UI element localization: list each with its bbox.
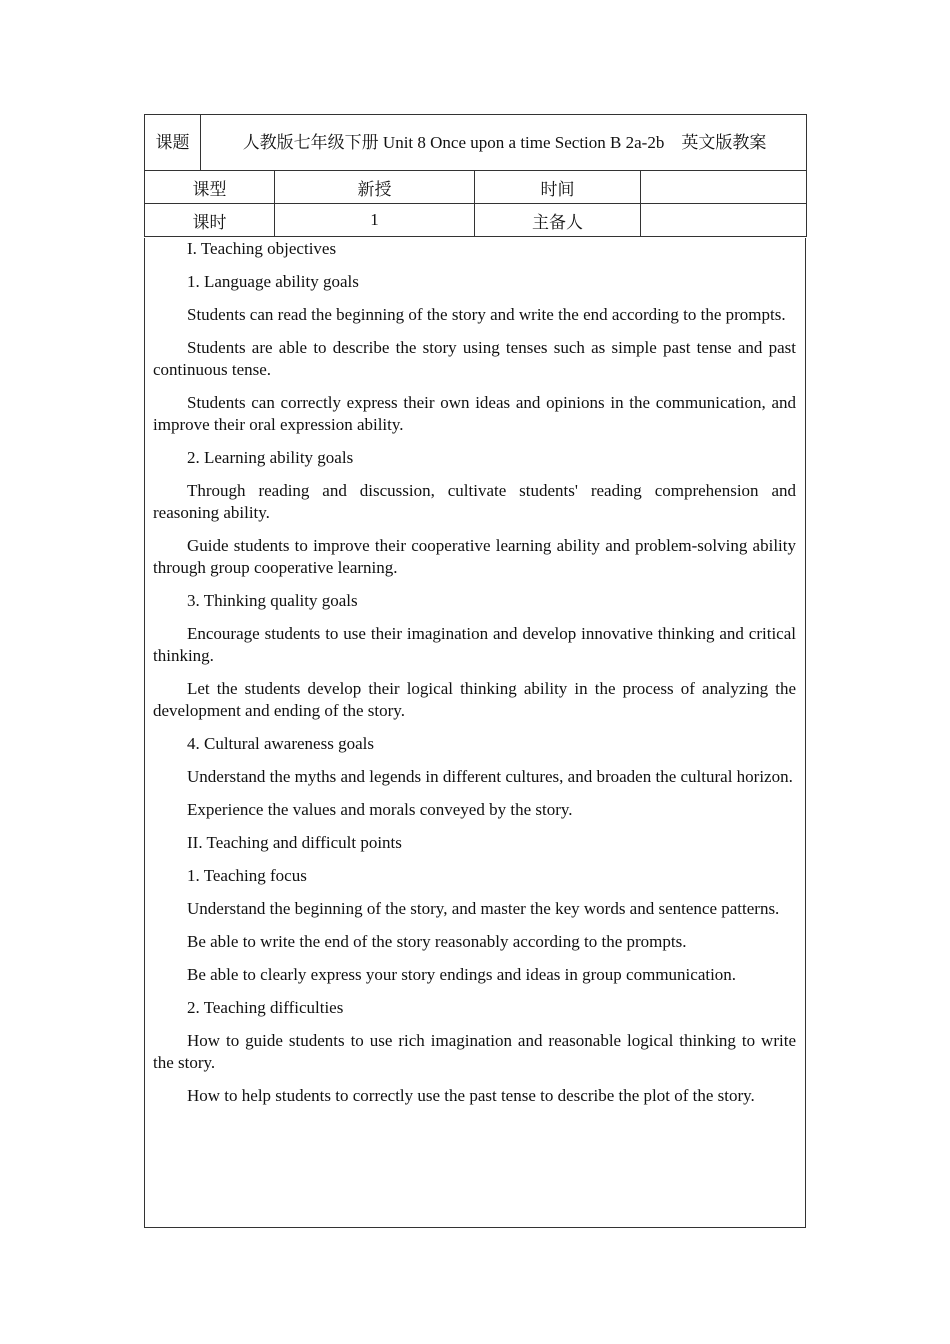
paragraph: Through reading and discussion, cultivate students' reading comprehension and reasoning ability. <box>153 481 796 522</box>
paragraph: How to help students to correctly use the past tense to describe the plot of the story. <box>187 1086 755 1105</box>
paragraph: How to guide students to use rich imagination and reasonable logical thinking to write the story. <box>153 1031 796 1072</box>
preparer-value <box>641 204 807 237</box>
topic-label: 课题 <box>145 115 201 171</box>
section-heading: 1. Teaching focus <box>187 866 307 885</box>
time-label: 时间 <box>475 171 641 204</box>
section-heading: II. Teaching and difficult points <box>187 833 402 852</box>
period-value: 1 <box>275 204 475 237</box>
paragraph: Experience the values and morals conveyed by the story. <box>187 800 573 819</box>
type-value: 新授 <box>275 171 475 204</box>
paragraph: Understand the myths and legends in different cultures, and broaden the cultural horizon. <box>187 767 793 786</box>
section-heading: 4. Cultural awareness goals <box>187 734 374 753</box>
paragraph: Be able to clearly express your story endings and ideas in group communication. <box>187 965 737 984</box>
section-heading: 2. Teaching difficulties <box>187 998 344 1017</box>
lesson-plan <box>144 114 806 1228</box>
paragraph: Students can read the beginning of the story and write the end according to the prompts. <box>187 305 786 324</box>
time-value <box>641 171 807 204</box>
paragraph: Encourage students to use their imagination and develop innovative thinking and critical thinking. <box>153 624 796 665</box>
section-heading: 1. Language ability goals <box>187 272 359 291</box>
paragraph: Students are able to describe the story using tenses such as simple past tense and past continuous tense. <box>153 338 796 379</box>
preparer-label: 主备人 <box>475 204 641 237</box>
header-table <box>144 114 807 237</box>
paragraph: Students can correctly express their own ideas and opinions in the communication, and improve their oral expression ability. <box>153 393 796 434</box>
paragraph: Let the students develop their logical thinking ability in the process of analyzing the development and ending of the story. <box>153 679 796 720</box>
paragraph: Understand the beginning of the story, and master the key words and sentence patterns. <box>187 899 780 918</box>
content-cell <box>144 238 806 1228</box>
paragraph: Be able to write the end of the story reasonably according to the prompts. <box>187 932 687 951</box>
topic-title: 人教版七年级下册 Unit 8 Once upon a time Section B 2a-2b 英文版教案 <box>201 115 807 171</box>
period-label: 课时 <box>145 204 275 237</box>
section-heading: I. Teaching objectives <box>187 239 337 258</box>
section-heading: 2. Learning ability goals <box>187 448 354 467</box>
paragraph: Guide students to improve their cooperative learning ability and problem-solving ability through group cooperative learning. <box>153 536 796 577</box>
section-heading: 3. Thinking quality goals <box>187 591 358 610</box>
type-label: 课型 <box>145 171 275 204</box>
